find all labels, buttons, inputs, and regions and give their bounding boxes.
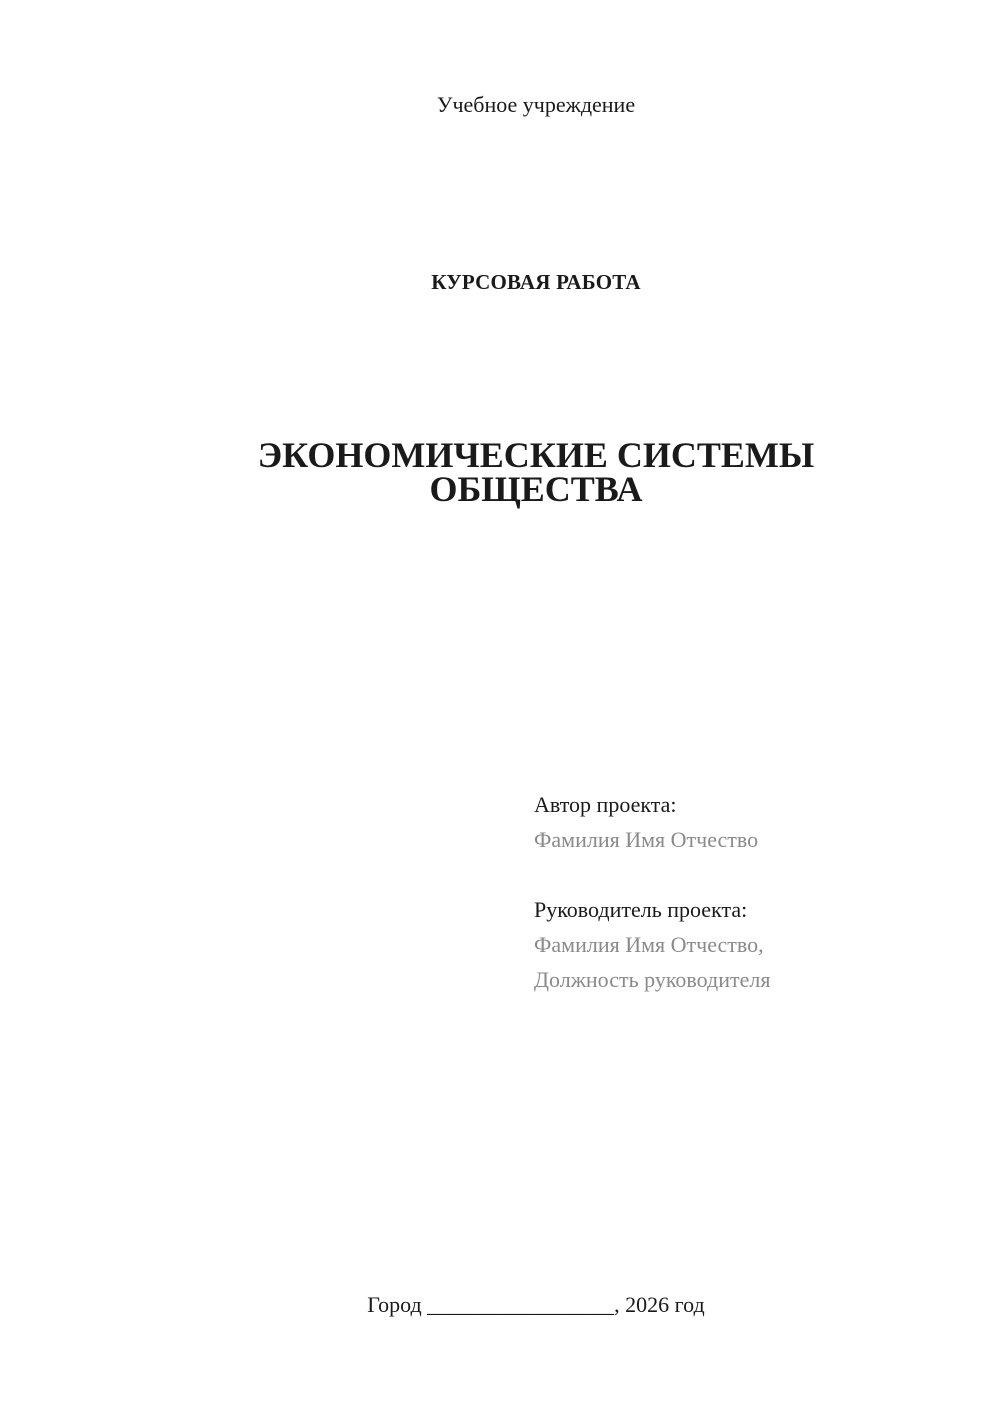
document-type: КУРСОВАЯ РАБОТА	[431, 270, 641, 294]
document-title-line-1: ЭКОНОМИЧЕСКИЕ СИСТЕМЫ	[257, 435, 815, 475]
author-label: Автор проекта:	[534, 792, 677, 817]
supervisor-label: Руководитель проекта:	[534, 897, 748, 922]
document-title	[0, 435, 1000, 509]
project-people-block	[534, 787, 974, 997]
block-spacer	[534, 857, 974, 892]
author-name-placeholder: Фамилия Имя Отчество	[534, 827, 759, 852]
document-title-line-2: ОБЩЕСТВА	[429, 469, 643, 509]
supervisor-name-placeholder: Фамилия Имя Отчество,	[534, 932, 764, 957]
institution-name: Учебное учреждение	[436, 92, 636, 117]
supervisor-position-placeholder: Должность руководителя	[534, 967, 771, 992]
city-year-line: Город _________________, 2026 год	[367, 1292, 705, 1317]
